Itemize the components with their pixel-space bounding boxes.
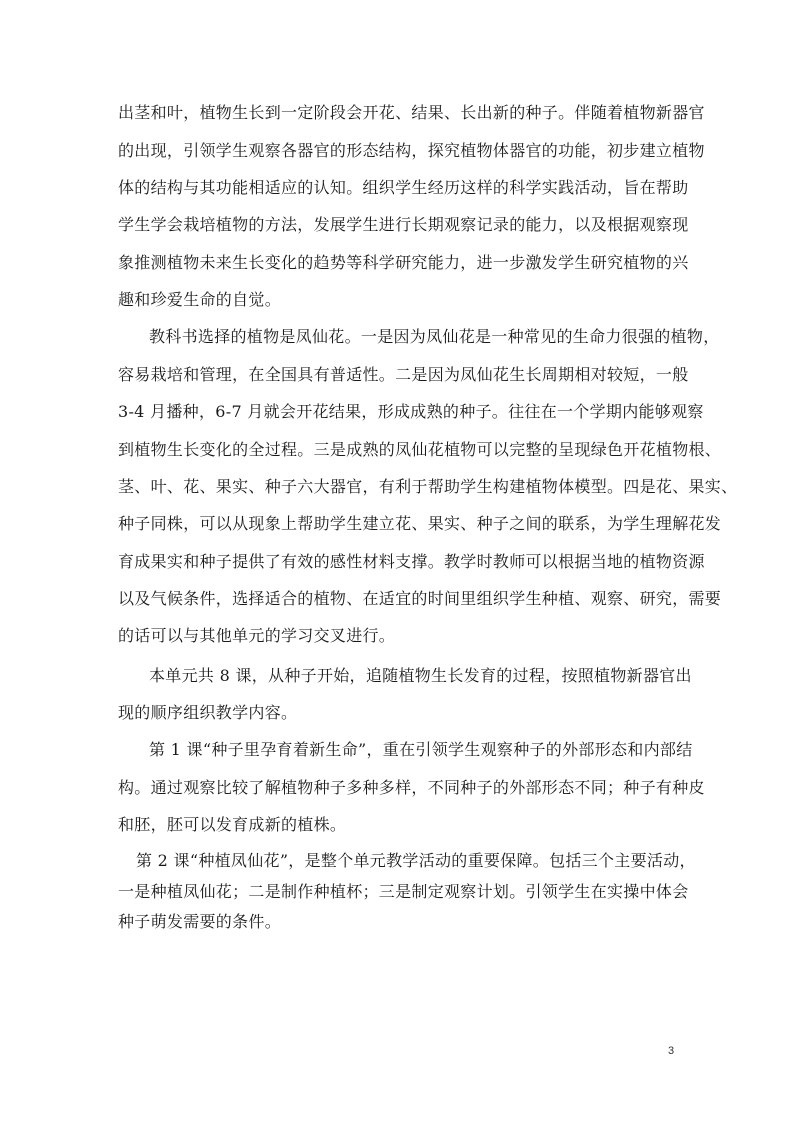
text-line-6: 趣和珍爱生命的自觉。	[118, 290, 282, 309]
text-line-13: 育成果实和种子提供了有效的感性材料支撑。教学时教师可以根据当地的植物资源	[118, 552, 705, 571]
text-line-4: 学生学会栽培植物的方法，发展学生进行长期观察记录的能力，以及根据观察现	[118, 215, 689, 234]
text-line-7: 教科书选择的植物是凤仙花。一是因为凤仙花是一种常见的生命力很强的植物，	[149, 327, 720, 346]
text-line-14: 以及气候条件，选择适合的植物、在适宜的时间里组织学生种植、观察、研究，需要	[118, 589, 722, 608]
text-line-10: 到植物生长变化的全过程。三是成熟的凤仙花植物可以完整的呈现绿色开花植物根、	[118, 440, 722, 459]
text-line-1: 出茎和叶，植物生长到一定阶段会开花、结果、长出新的种子。伴随着植物新器官	[118, 103, 705, 122]
text-line-12: 种子同株，可以从现象上帮助学生建立花、果实、种子之间的联系，为学生理解花发	[118, 514, 722, 533]
text-line-5: 象推测植物未来生长变化的趋势等科学研究能力，进一步激发学生研究植物的兴	[118, 253, 689, 272]
page-number: 3	[668, 1045, 675, 1057]
text-line-9: 3-4 月播种，6-7 月就会开花结果，形成成熟的种子。往往在一个学期内能够观察	[118, 402, 704, 421]
text-line-19: 构。通过观察比较了解植物种子多种多样，不同种子的外部形态不同；种子有种皮	[118, 778, 705, 797]
text-line-23: 种子萌发需要的条件。	[118, 912, 282, 931]
text-line-8: 容易栽培和管理，在全国具有普适性。二是因为凤仙花生长周期相对较短，一般	[118, 365, 689, 384]
text-line-22: 一是种植凤仙花；二是制作种植杯；三是制定观察计划。引领学生在实操中体会	[118, 882, 689, 901]
text-line-15: 的话可以与其他单元的学习交叉进行。	[118, 626, 396, 645]
text-line-2: 的出现，引领学生观察各器官的形态结构，探究植物体器官的功能，初步建立植物	[118, 141, 705, 160]
text-line-16: 本单元共 8 课，从种子开始，追随植物生长发育的过程，按照植物新器官出	[149, 666, 692, 685]
text-line-20: 和胚，胚可以发育成新的植株。	[118, 815, 347, 834]
text-line-3: 体的结构与其功能相适应的认知。组织学生经历这样的科学实践活动，旨在帮助	[118, 178, 689, 197]
text-line-17: 现的顺序组织教学内容。	[118, 703, 298, 722]
text-line-11: 茎、叶、花、果实、种子六大器官，有利于帮助学生构建植物体模型。四是花、果实、	[118, 477, 738, 496]
text-line-18: 第 1 课“种子里孕育着新生命”，重在引领学生观察种子的外部形态和内部结	[149, 740, 693, 759]
text-line-21: 第 2 课“种植凤仙花”，是整个单元教学活动的重要保障。包括三个主要活动，	[136, 851, 696, 870]
